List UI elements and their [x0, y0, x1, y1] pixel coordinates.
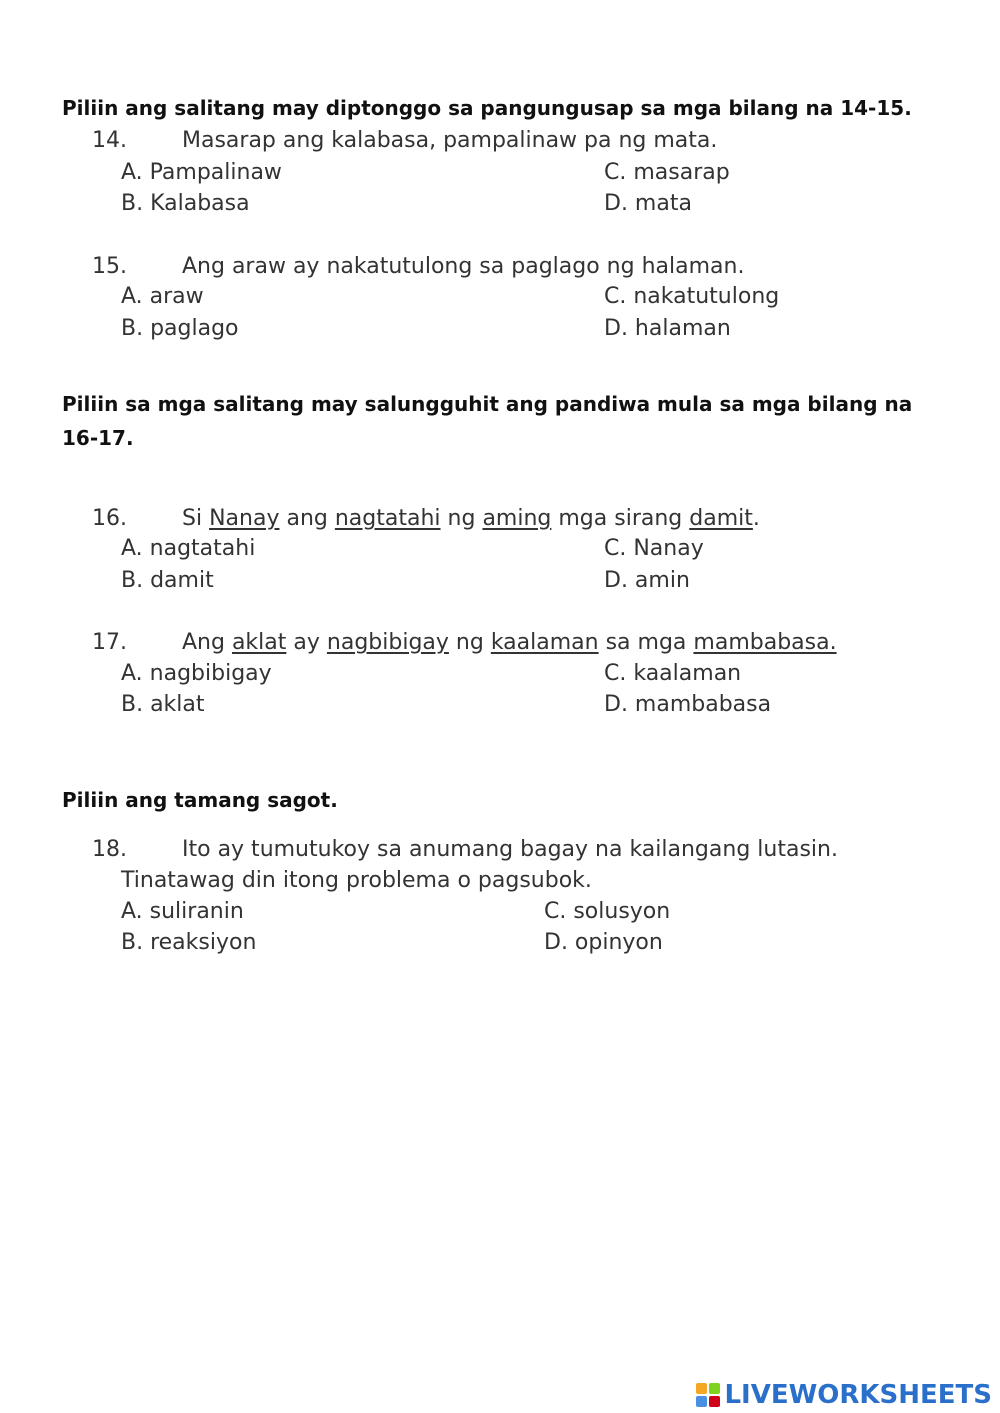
- question-16: [92, 506, 760, 531]
- question-14: [92, 128, 717, 153]
- question-text: Ito ay tumutukoy sa anumang bagay na kailangang lutasin.: [182, 837, 838, 862]
- underlined-word: aklat: [231, 630, 287, 655]
- text-part: ang: [279, 506, 335, 531]
- question-text: Masarap ang kalabasa, pampalinaw pa ng mata.: [182, 128, 718, 153]
- text-part: .: [752, 506, 760, 531]
- option-b: B. aklat: [121, 692, 205, 717]
- logo-square: [709, 1383, 720, 1394]
- logo-square: [709, 1396, 720, 1407]
- option-b: B. Kalabasa: [121, 191, 250, 216]
- text-part: Si: [182, 506, 210, 531]
- text-part: ay: [286, 630, 327, 655]
- liveworksheets-logo: [696, 1381, 992, 1409]
- question-number: 16.: [92, 506, 127, 531]
- instruction-16-17-line2: 16-17.: [62, 426, 134, 450]
- text-part: ng: [448, 630, 491, 655]
- option-a: A. suliranin: [121, 899, 244, 924]
- underlined-word: nagbibigay: [326, 630, 449, 655]
- instruction-16-17-line1: Piliin sa mga salitang may salungguhit ang pandiwa mula sa mga bilang na: [62, 392, 913, 416]
- option-c: C. kaalaman: [604, 661, 742, 686]
- option-d: D. opinyon: [544, 930, 663, 955]
- underlined-word: mambabasa.: [693, 630, 837, 655]
- option-a: A. Pampalinaw: [121, 160, 282, 185]
- option-d: D. halaman: [604, 316, 731, 341]
- option-a: A. araw: [121, 284, 204, 309]
- underlined-word: aming: [482, 506, 552, 531]
- text-part: sa mga: [598, 630, 694, 655]
- option-c: C. Nanay: [604, 536, 704, 561]
- question-text: Ang araw ay nakatutulong sa paglago ng halaman.: [182, 254, 745, 279]
- underlined-word: kaalaman: [490, 630, 599, 655]
- question-number: 18.: [92, 837, 127, 862]
- option-b: B. reaksiyon: [121, 930, 257, 955]
- question-15: [92, 254, 744, 279]
- question-18: [92, 837, 838, 862]
- option-c: C. nakatutulong: [604, 284, 780, 309]
- option-c: C. masarap: [604, 160, 730, 185]
- option-b: B. paglago: [121, 316, 239, 341]
- option-c: C. solusyon: [544, 899, 671, 924]
- question-17: [92, 630, 837, 655]
- question-number: 17.: [92, 630, 127, 655]
- underlined-word: damit: [689, 506, 753, 531]
- text-part: ng: [440, 506, 483, 531]
- underlined-word: nagtatahi: [334, 506, 441, 531]
- logo-text: LIVEWORKSHEETS: [724, 1380, 992, 1410]
- logo-square: [696, 1383, 707, 1394]
- option-a: A. nagbibigay: [121, 661, 272, 686]
- logo-mark-icon: [696, 1383, 720, 1407]
- logo-square: [696, 1396, 707, 1407]
- option-d: D. mata: [604, 191, 692, 216]
- option-d: D. mambabasa: [604, 692, 772, 717]
- question-18-line2: Tinatawag din itong problema o pagsubok.: [121, 868, 592, 893]
- text-part: mga sirang: [551, 506, 690, 531]
- option-d: D. amin: [604, 568, 690, 593]
- instruction-18: Piliin ang tamang sagot.: [62, 788, 338, 812]
- instruction-14-15: Piliin ang salitang may diptonggo sa pangungusap sa mga bilang na 14-15.: [62, 96, 912, 120]
- question-number: 14.: [92, 128, 127, 153]
- underlined-word: Nanay: [209, 506, 280, 531]
- question-number: 15.: [92, 254, 127, 279]
- option-a: A. nagtatahi: [121, 536, 256, 561]
- text-part: Ang: [182, 630, 232, 655]
- option-b: B. damit: [121, 568, 214, 593]
